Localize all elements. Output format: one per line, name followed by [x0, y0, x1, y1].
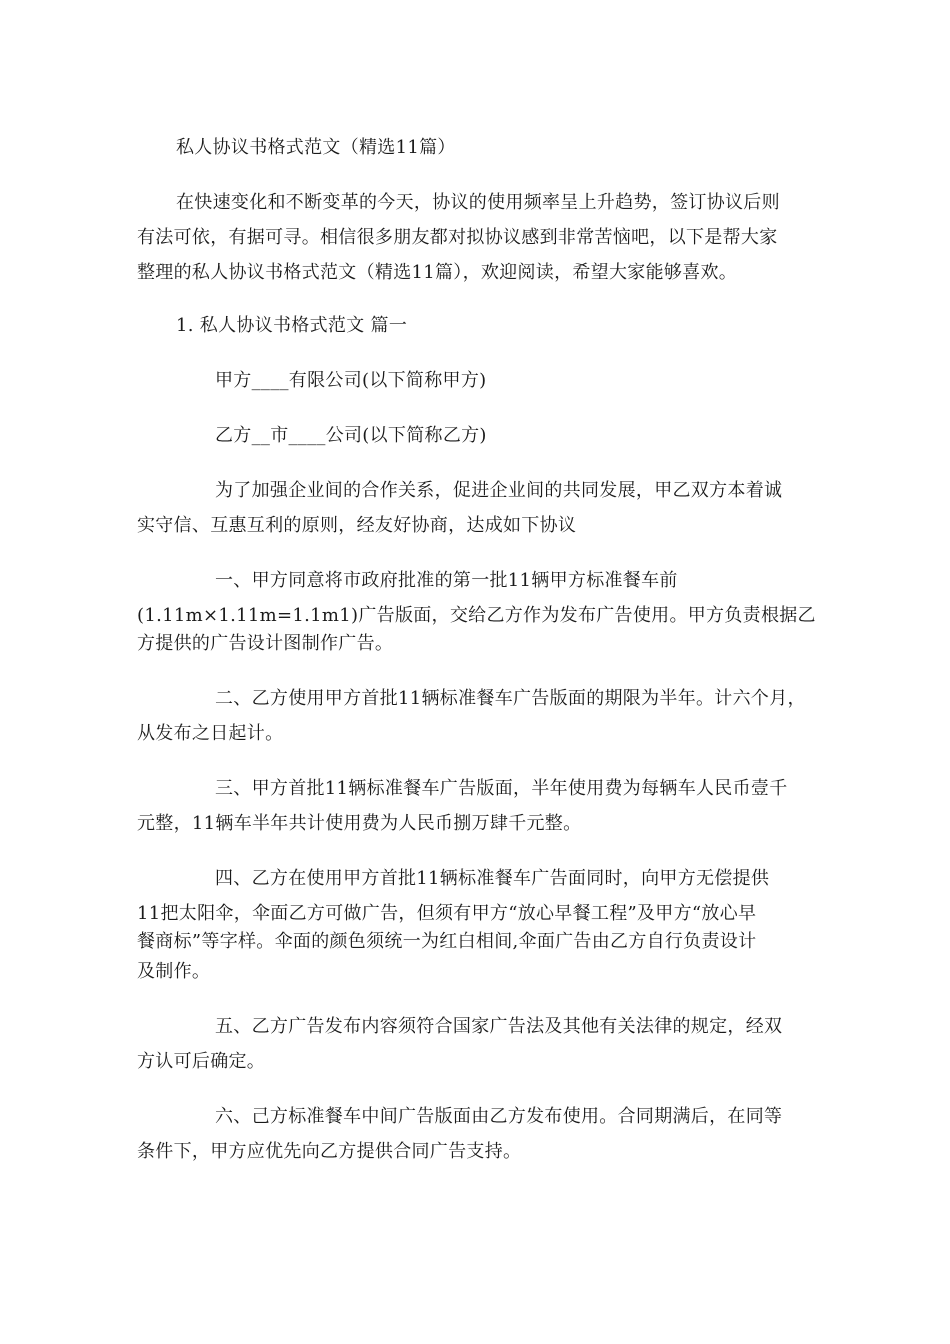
clause-4-line-2: 11把太阳伞，伞面乙方可做广告，但须有甲方“放心早餐工程”及甲方“放心早 — [137, 903, 757, 924]
clause-2-line-2: 从发布之日起计。 — [137, 723, 284, 744]
intro-line-3: 整理的私人协议书格式范文（精选11篇），欢迎阅读，希望大家能够喜欢。 — [137, 262, 738, 283]
party-a: 甲方____有限公司(以下简称甲方) — [215, 370, 487, 391]
clause-1-line-2: (1.11m×1.11m=1.1m1)广告版面，交给乙方作为发布广告使用。甲方负责根据乙 — [137, 605, 816, 626]
party-b: 乙方__市____公司(以下简称乙方) — [215, 425, 487, 446]
intro-line-1: 在快速变化和不断变革的今天，协议的使用频率呈上升趋势，签订协议后则 — [176, 192, 780, 213]
clause-3-line-2: 元整，11辆车半年共计使用费为人民币捌万肆千元整。 — [137, 813, 582, 834]
clause-1-line-1: 一、甲方同意将市政府批准的第一批11辆甲方标准餐车前 — [215, 570, 678, 591]
clause-3-line-1: 三、甲方首批11辆标准餐车广告版面，半年使用费为每辆车人民币壹千 — [215, 778, 788, 799]
preamble-line-1: 为了加强企业间的合作关系，促进企业间的共同发展，甲乙双方本着诚 — [215, 480, 783, 501]
clause-6-line-1: 六、己方标准餐车中间广告版面由乙方发布使用。合同期满后，在同等 — [215, 1106, 783, 1127]
clause-6-line-2: 条件下，甲方应优先向乙方提供合同广告支持。 — [137, 1141, 522, 1162]
section-heading: 1. 私人协议书格式范文 篇一 — [176, 315, 408, 336]
clause-4-line-3: 餐商标”等字样。伞面的颜色须统一为红白相间,伞面广告由乙方自行负责设计 — [137, 931, 757, 952]
clause-1-line-3: 方提供的广告设计图制作广告。 — [137, 633, 394, 654]
clause-2-line-1: 二、乙方使用甲方首批11辆标准餐车广告版面的期限为半年。计六个月， — [215, 688, 806, 709]
clause-5-line-2: 方认可后确定。 — [137, 1051, 266, 1072]
document-title: 私人协议书格式范文（精选11篇） — [176, 137, 456, 158]
clause-4-line-1: 四、乙方在使用甲方首批11辆标准餐车广告面同时，向甲方无偿提供 — [215, 868, 770, 889]
clause-4-line-4: 及制作。 — [137, 961, 211, 982]
clause-5-line-1: 五、乙方广告发布内容须符合国家广告法及其他有关法律的规定，经双 — [215, 1016, 783, 1037]
preamble-line-2: 实守信、互惠互利的原则，经友好协商，达成如下协议 — [137, 515, 577, 536]
intro-line-2: 有法可依，有据可寻。相信很多朋友都对拟协议感到非常苦恼吧，以下是帮大家 — [137, 227, 778, 248]
